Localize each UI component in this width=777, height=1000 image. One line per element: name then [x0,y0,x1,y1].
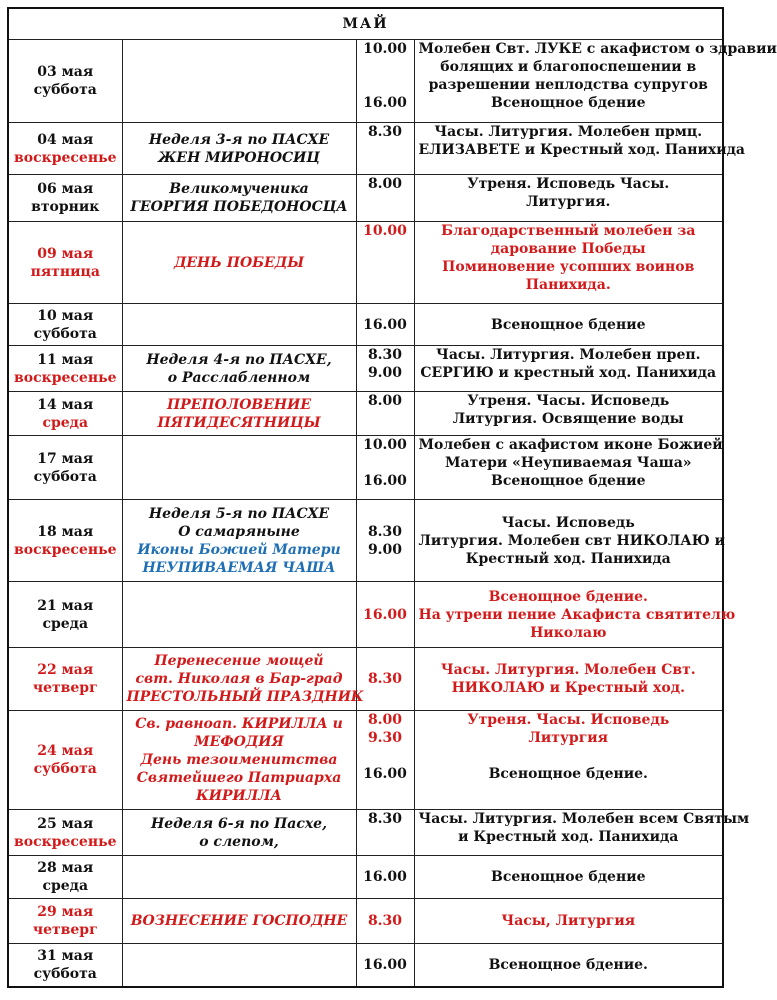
time: 8.30 [367,523,403,540]
service-line: Литургия. Молебен свт НИКОЛАЮ и [418,532,725,549]
table-row [8,40,723,123]
time-cell [356,944,414,987]
service-line: Часы, Литургия [501,913,636,929]
service-line: Крестный ход. Панихида [465,550,671,567]
weekday: воскресенье [14,369,117,386]
date-cell [8,944,122,987]
event-line: МЕФОДИЯ [194,734,284,750]
service-cell [414,856,723,899]
table-row [8,944,723,987]
weekday: воскресенье [14,149,117,166]
service-line: Всенощное бдение [491,869,646,885]
time: 8.30 [367,671,403,687]
service-line: Литургия. [526,194,611,210]
event-line: Иконы Божией Матери [137,541,341,558]
service-line: Матери «Неупиваемая Чаша» [444,455,692,471]
time: 16.00 [363,473,407,489]
date-cell [8,304,122,346]
date: 17 мая [37,450,94,467]
service-cell [414,40,777,123]
event-line: О самаряныне [178,523,300,540]
event-line: Святейшего Патриарха [136,770,342,786]
table-row [8,436,723,500]
service-cell [414,810,750,856]
weekday: суббота [33,325,97,342]
service-line: Панихида. [525,277,611,293]
time: 10.00 [363,437,407,453]
time-cell [356,175,414,222]
service-line: НИКОЛАЮ и Крестный ход. [451,680,685,696]
service-cell [414,436,723,500]
date: 22 мая [37,662,94,678]
service-line: и Крестный ход. Панихида [458,829,679,845]
event-line: Св. равноап. КИРИЛЛА и [135,716,343,732]
date-cell [8,899,122,944]
service-line: Поминовение усопших воинов [442,259,695,275]
service-line: Всенощное бдение. [488,766,648,782]
service-cell [414,944,723,987]
time: 9.30 [367,730,403,746]
time: 8.00 [367,176,403,192]
time-cell [356,392,414,436]
date: 28 мая [37,860,94,876]
service-cell [414,582,736,648]
date-cell [8,123,122,175]
service-cell [414,175,723,222]
time-cell [356,40,414,123]
time: 9.00 [367,541,403,558]
date: 21 мая [37,597,94,614]
time: 10.00 [363,223,407,239]
event-cell [122,175,356,222]
service-cell [414,304,723,346]
table-row [8,304,723,346]
table-row [8,899,723,944]
date: 24 мая [37,743,94,759]
time-cell [356,856,414,899]
time: 16.00 [363,869,407,885]
service-cell [414,222,723,304]
event-cell [122,123,356,175]
event-cell [122,899,356,944]
service-line: Всенощное бдение [491,473,646,489]
time: 10.00 [363,41,407,57]
date: 09 мая [37,245,94,262]
table-row [8,222,723,304]
time-cell [356,346,414,392]
date: 03 мая [37,64,94,80]
event-cell [122,392,356,436]
time: 8.30 [367,913,403,929]
event-line: Неделя 6-я по Пасхе, [151,815,327,832]
date: 10 мая [37,307,94,324]
event-line: ЖЕН МИРОНОСИЦ [158,149,320,166]
table-row [8,711,723,810]
event-line: о Расслабленном [167,369,311,386]
time-cell [356,648,414,711]
service-line: Всенощное бдение [491,95,646,111]
time-cell [356,711,414,810]
service-line: Благодарственный молебен за [441,223,696,239]
date: 31 мая [37,947,94,964]
event-line: Великомученика [169,181,309,197]
table-row [8,392,723,436]
date-cell [8,582,122,648]
weekday: воскресенье [14,833,117,850]
table-row [8,175,723,222]
service-line: Литургия [528,730,608,746]
date: 11 мая [37,351,94,368]
time: 8.00 [367,712,403,728]
time-cell [356,899,414,944]
service-cell [414,500,723,582]
service-line: Всенощное бдение [491,316,646,333]
service-line: Утреня. Часы. Исповедь [467,393,670,409]
service-line: На утрени пение Акафиста святителю [418,606,736,623]
weekday: среда [42,878,89,894]
date: 25 мая [37,815,94,832]
time-cell [356,304,414,346]
service-line: ЕЛИЗАВЕТЕ и Крестный ход. Панихида [418,142,745,158]
weekday: суббота [33,82,97,98]
date-cell [8,346,122,392]
time-cell [356,436,414,500]
time: 8.30 [367,811,403,827]
weekday: суббота [33,468,97,485]
service-line: болящих и благопоспешении в [440,59,697,75]
date-cell [8,392,122,436]
weekday: суббота [33,761,97,777]
service-line: Молебен с акафистом иконе Божией [418,437,723,453]
weekday: среда [42,615,89,632]
date-cell [8,856,122,899]
date-cell [8,222,122,304]
event-cell [122,944,356,987]
weekday: вторник [31,199,100,215]
date: 18 мая [37,523,94,540]
event-line: свт. Николая в Бар-град [135,671,343,687]
event-line: ПРЕСТОЛЬНЫЙ ПРАЗДНИК [126,689,364,705]
event-line: КИРИЛЛА [196,788,282,804]
event-line: Неделя 4-я по ПАСХЕ, [146,351,332,368]
schedule-table [7,7,777,988]
weekday: среда [42,414,89,431]
title-row [8,8,723,40]
event-cell [122,810,356,856]
event-line: ВОЗНЕСЕНИЕ ГОСПОДНЕ [130,913,348,929]
event-cell [122,582,356,648]
table-row [8,810,723,856]
time: 16.00 [363,316,407,333]
event-cell [122,436,356,500]
time: 8.30 [367,124,403,140]
event-cell [122,648,364,711]
date: 04 мая [37,131,94,148]
event-line: ДЕНЬ ПОБЕДЫ [173,254,305,271]
service-line: Часы. Литургия. Молебен преп. [436,347,701,363]
time-cell [356,123,414,175]
service-line: Утреня. Часы. Исповедь [467,712,670,728]
service-line: Молебен Свт. ЛУКЕ с акафистом о здравии [418,41,777,57]
service-line: дарование Победы [490,241,646,257]
time: 8.30 [367,347,403,363]
date: 14 мая [37,396,94,413]
time: 16.00 [363,606,407,623]
table-row [8,500,723,582]
date: 06 мая [37,181,94,197]
date-cell [8,175,122,222]
time: 9.00 [367,365,403,381]
time: 16.00 [363,95,407,111]
table-row [8,123,723,175]
month-title: МАЙ [8,8,723,40]
date-cell [8,436,122,500]
time-cell [356,810,414,856]
table-row [8,346,723,392]
service-line: СЕРГИЮ и крестный ход. Панихида [420,365,717,381]
time: 16.00 [363,956,407,973]
event-cell [122,222,356,304]
weekday: четверг [32,922,98,938]
service-cell [414,346,723,392]
event-line: ПЯТИДЕСЯТНИЦЫ [157,414,321,431]
service-line: Часы. Литургия. Молебен прмц. [434,124,703,140]
time: 8.00 [367,393,403,409]
date: 29 мая [37,904,94,920]
service-line: Часы. Литургия. Молебен всем Святым [418,811,750,827]
service-line: Всенощное бдение. [488,956,648,973]
event-cell [122,304,356,346]
table-row [8,648,723,711]
table-row [8,856,723,899]
table-row [8,582,723,648]
service-line: Николаю [530,624,607,641]
date-cell [8,648,122,711]
date-cell [8,711,122,810]
event-line: Неделя 5-я по ПАСХЕ [148,505,330,522]
service-line: Всенощное бдение. [488,588,648,605]
weekday: четверг [32,680,98,696]
date-cell [8,810,122,856]
date-cell [8,500,122,582]
service-cell [414,123,745,175]
service-cell [414,711,723,810]
weekday: воскресенье [14,541,117,558]
event-cell [122,346,356,392]
event-cell [122,856,356,899]
service-line: разрешении неплодства супругов [428,77,708,93]
service-cell [414,392,723,436]
time: 16.00 [363,766,407,782]
event-line: Неделя 3-я по ПАСХЕ [148,131,330,148]
service-line: Утреня. Исповедь Часы. [467,176,670,192]
service-line: Литургия. Освящение воды [452,411,684,427]
event-line: о слепом, [199,833,279,850]
event-line: ГЕОРГИЯ ПОБЕДОНОСЦА [130,199,348,215]
service-cell [414,899,723,944]
event-line: ПРЕПОЛОВЕНИЕ [166,396,312,413]
event-line: День тезоименитства [140,752,338,768]
service-line: Часы. Литургия. Молебен Свт. [440,662,696,678]
weekday: суббота [33,965,97,982]
service-line: Часы. Исповедь [501,514,635,531]
event-line: НЕУПИВАЕМАЯ ЧАША [142,559,336,576]
service-cell [414,648,723,711]
event-cell [122,500,356,582]
event-cell [122,40,356,123]
time-cell [356,500,414,582]
date-cell [8,40,122,123]
weekday: пятница [30,263,100,280]
time-cell [356,582,414,648]
event-cell [122,711,356,810]
event-line: Перенесение мощей [154,653,324,669]
time-cell [356,222,414,304]
